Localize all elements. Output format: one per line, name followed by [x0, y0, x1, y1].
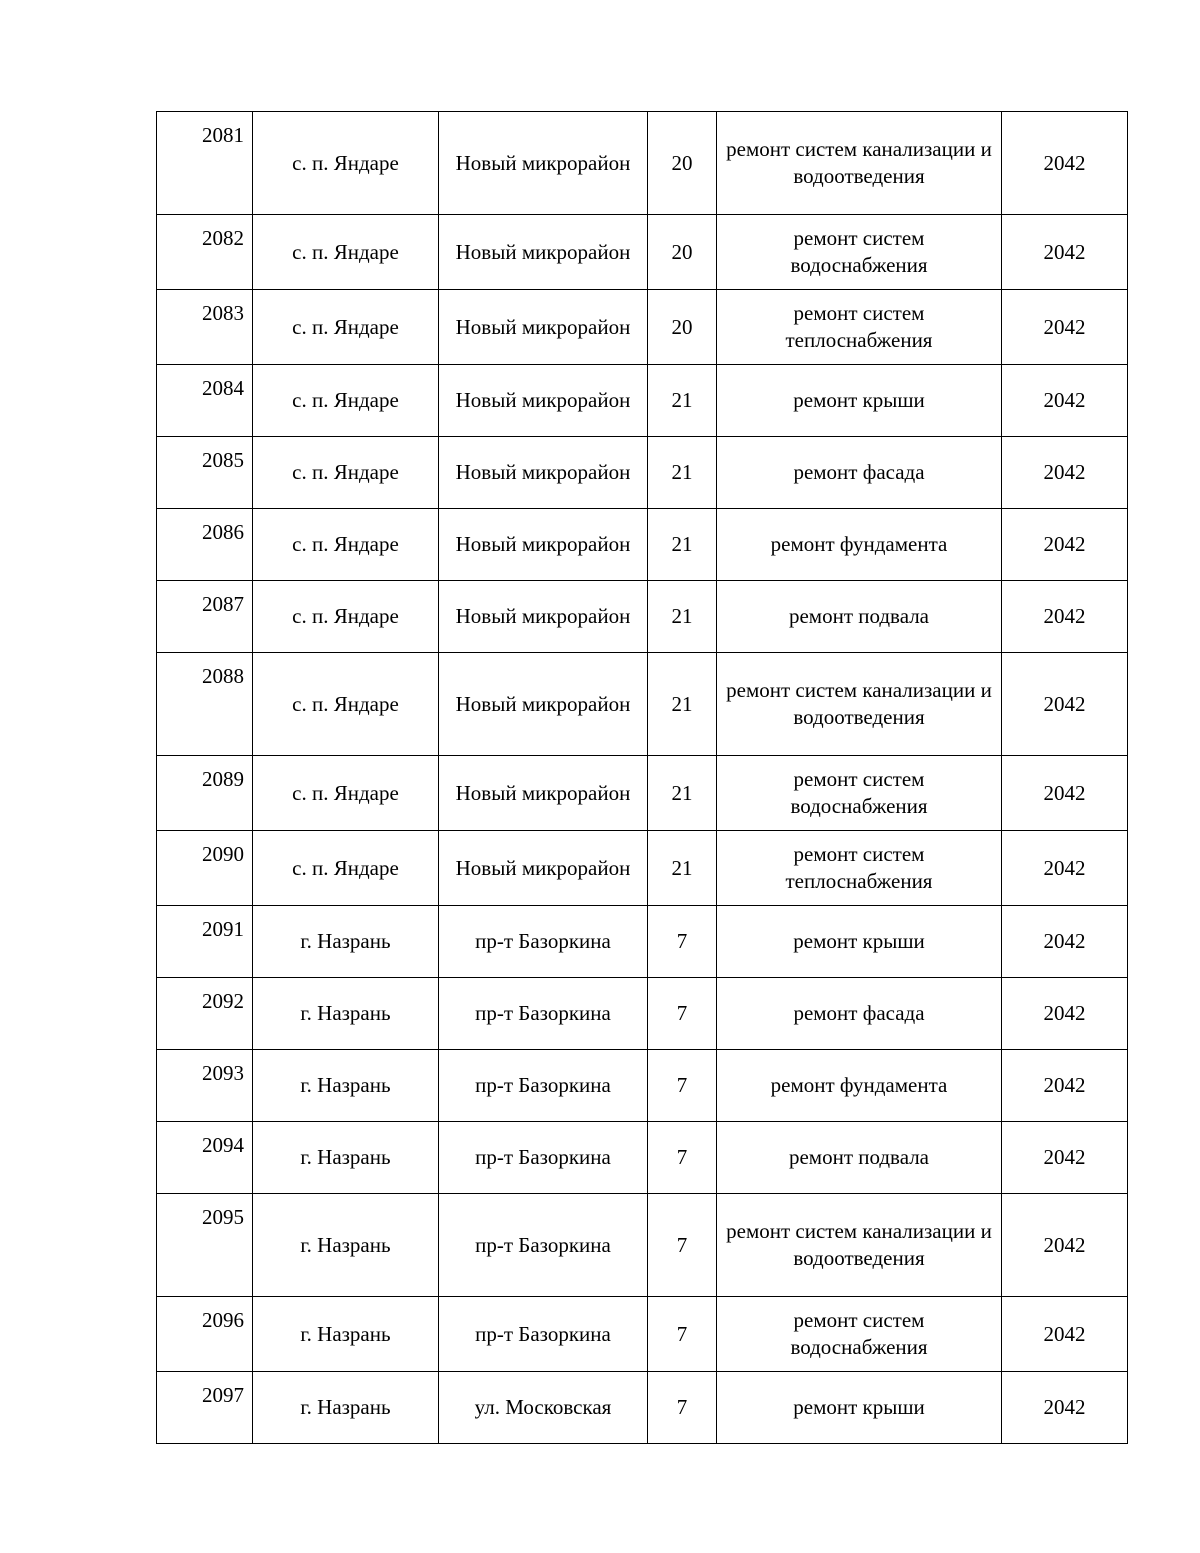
row-number: 2089 [157, 756, 253, 831]
year-cell: 2042 [1002, 1372, 1128, 1444]
table-row [157, 653, 1128, 756]
row-number: 2095 [157, 1194, 253, 1297]
row-number: 2086 [157, 509, 253, 581]
year-cell: 2042 [1002, 290, 1128, 365]
house-number-cell: 21 [648, 509, 717, 581]
settlement-cell: г. Назрань [253, 978, 439, 1050]
year-cell: 2042 [1002, 509, 1128, 581]
row-number: 2087 [157, 581, 253, 653]
house-number-cell: 21 [648, 437, 717, 509]
table-row [157, 756, 1128, 831]
repair-schedule-table [156, 111, 1128, 1444]
table-row [157, 112, 1128, 215]
work-type-cell: ремонт систем канализации и водоотведения [717, 1194, 1002, 1297]
house-number-cell: 21 [648, 831, 717, 906]
row-number: 2092 [157, 978, 253, 1050]
year-cell: 2042 [1002, 1122, 1128, 1194]
table-row [157, 1372, 1128, 1444]
settlement-cell: с. п. Яндаре [253, 831, 439, 906]
row-number: 2094 [157, 1122, 253, 1194]
row-number: 2083 [157, 290, 253, 365]
work-type-cell: ремонт крыши [717, 1372, 1002, 1444]
house-number-cell: 20 [648, 290, 717, 365]
work-type-cell: ремонт систем водоснабжения [717, 215, 1002, 290]
work-type-cell: ремонт систем водоснабжения [717, 756, 1002, 831]
settlement-cell: с. п. Яндаре [253, 290, 439, 365]
street-cell: пр-т Базоркина [439, 906, 648, 978]
house-number-cell: 20 [648, 112, 717, 215]
street-cell: Новый микрорайон [439, 756, 648, 831]
year-cell: 2042 [1002, 365, 1128, 437]
table-row [157, 1122, 1128, 1194]
house-number-cell: 7 [648, 1194, 717, 1297]
street-cell: пр-т Базоркина [439, 1297, 648, 1372]
settlement-cell: с. п. Яндаре [253, 215, 439, 290]
street-cell: Новый микрорайон [439, 290, 648, 365]
table-row [157, 831, 1128, 906]
house-number-cell: 7 [648, 1122, 717, 1194]
row-number: 2090 [157, 831, 253, 906]
street-cell: Новый микрорайон [439, 112, 648, 215]
street-cell: Новый микрорайон [439, 509, 648, 581]
row-number: 2088 [157, 653, 253, 756]
settlement-cell: с. п. Яндаре [253, 509, 439, 581]
settlement-cell: с. п. Яндаре [253, 581, 439, 653]
work-type-cell: ремонт фасада [717, 978, 1002, 1050]
year-cell: 2042 [1002, 653, 1128, 756]
settlement-cell: с. п. Яндаре [253, 756, 439, 831]
work-type-cell: ремонт подвала [717, 1122, 1002, 1194]
work-type-cell: ремонт фундамента [717, 1050, 1002, 1122]
settlement-cell: г. Назрань [253, 906, 439, 978]
row-number: 2085 [157, 437, 253, 509]
house-number-cell: 21 [648, 365, 717, 437]
settlement-cell: с. п. Яндаре [253, 365, 439, 437]
street-cell: пр-т Базоркина [439, 978, 648, 1050]
row-number: 2081 [157, 112, 253, 215]
row-number: 2093 [157, 1050, 253, 1122]
row-number: 2096 [157, 1297, 253, 1372]
work-type-cell: ремонт подвала [717, 581, 1002, 653]
house-number-cell: 21 [648, 581, 717, 653]
street-cell: Новый микрорайон [439, 831, 648, 906]
street-cell: пр-т Базоркина [439, 1194, 648, 1297]
settlement-cell: г. Назрань [253, 1194, 439, 1297]
settlement-cell: с. п. Яндаре [253, 437, 439, 509]
work-type-cell: ремонт фундамента [717, 509, 1002, 581]
table-row [157, 1050, 1128, 1122]
row-number: 2097 [157, 1372, 253, 1444]
year-cell: 2042 [1002, 906, 1128, 978]
year-cell: 2042 [1002, 831, 1128, 906]
street-cell: Новый микрорайон [439, 215, 648, 290]
year-cell: 2042 [1002, 112, 1128, 215]
street-cell: Новый микрорайон [439, 653, 648, 756]
work-type-cell: ремонт систем теплоснабжения [717, 831, 1002, 906]
table-row [157, 290, 1128, 365]
year-cell: 2042 [1002, 1194, 1128, 1297]
table-row [157, 1297, 1128, 1372]
table-row [157, 906, 1128, 978]
house-number-cell: 21 [648, 756, 717, 831]
settlement-cell: г. Назрань [253, 1372, 439, 1444]
street-cell: Новый микрорайон [439, 437, 648, 509]
row-number: 2084 [157, 365, 253, 437]
work-type-cell: ремонт фасада [717, 437, 1002, 509]
table-row [157, 365, 1128, 437]
year-cell: 2042 [1002, 756, 1128, 831]
work-type-cell: ремонт систем теплоснабжения [717, 290, 1002, 365]
settlement-cell: г. Назрань [253, 1050, 439, 1122]
house-number-cell: 7 [648, 978, 717, 1050]
table-row [157, 215, 1128, 290]
house-number-cell: 7 [648, 906, 717, 978]
street-cell: ул. Московская [439, 1372, 648, 1444]
settlement-cell: с. п. Яндаре [253, 653, 439, 756]
table-row [157, 581, 1128, 653]
row-number: 2091 [157, 906, 253, 978]
house-number-cell: 7 [648, 1297, 717, 1372]
year-cell: 2042 [1002, 1297, 1128, 1372]
settlement-cell: г. Назрань [253, 1122, 439, 1194]
settlement-cell: г. Назрань [253, 1297, 439, 1372]
year-cell: 2042 [1002, 581, 1128, 653]
year-cell: 2042 [1002, 978, 1128, 1050]
work-type-cell: ремонт крыши [717, 365, 1002, 437]
table-row [157, 1194, 1128, 1297]
table-row [157, 437, 1128, 509]
work-type-cell: ремонт крыши [717, 906, 1002, 978]
street-cell: пр-т Базоркина [439, 1050, 648, 1122]
table-row [157, 978, 1128, 1050]
year-cell: 2042 [1002, 215, 1128, 290]
year-cell: 2042 [1002, 1050, 1128, 1122]
work-type-cell: ремонт систем водоснабжения [717, 1297, 1002, 1372]
settlement-cell: с. п. Яндаре [253, 112, 439, 215]
street-cell: Новый микрорайон [439, 365, 648, 437]
year-cell: 2042 [1002, 437, 1128, 509]
street-cell: пр-т Базоркина [439, 1122, 648, 1194]
table-row [157, 509, 1128, 581]
house-number-cell: 20 [648, 215, 717, 290]
work-type-cell: ремонт систем канализации и водоотведения [717, 653, 1002, 756]
work-type-cell: ремонт систем канализации и водоотведения [717, 112, 1002, 215]
house-number-cell: 21 [648, 653, 717, 756]
house-number-cell: 7 [648, 1372, 717, 1444]
street-cell: Новый микрорайон [439, 581, 648, 653]
house-number-cell: 7 [648, 1050, 717, 1122]
row-number: 2082 [157, 215, 253, 290]
